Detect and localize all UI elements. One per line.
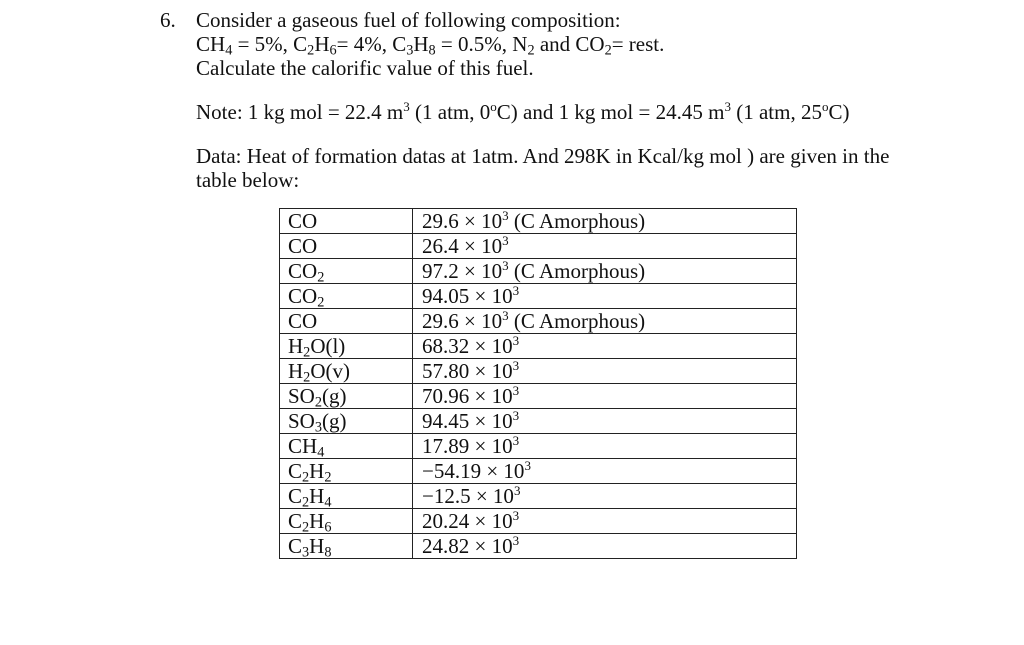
note-part: C) bbox=[828, 100, 850, 124]
value-text: 17.89 × 10 bbox=[422, 434, 513, 458]
value-text: −54.19 × 10 bbox=[422, 459, 525, 483]
species-cell bbox=[280, 259, 413, 284]
subscript: 2 bbox=[317, 294, 325, 311]
table-row bbox=[280, 459, 797, 484]
composition-text: and CO bbox=[534, 32, 605, 56]
species-cell bbox=[280, 459, 413, 484]
table-row bbox=[280, 234, 797, 259]
value-text: −12.5 × 10 bbox=[422, 484, 514, 508]
table-row bbox=[280, 284, 797, 309]
value-exponent: 3 bbox=[502, 233, 509, 249]
value-text: 97.2 × 10 bbox=[422, 259, 503, 283]
value-cell bbox=[413, 384, 797, 409]
species-cell bbox=[280, 234, 413, 259]
species-text: CO bbox=[288, 309, 318, 333]
value-cell bbox=[413, 259, 797, 284]
value-cell bbox=[413, 434, 797, 459]
subscript: 4 bbox=[317, 444, 325, 461]
species-text: (g) bbox=[322, 409, 347, 433]
table-row bbox=[280, 409, 797, 434]
value-cell bbox=[413, 334, 797, 359]
value-note: (C Amorphous) bbox=[508, 259, 646, 283]
species-cell bbox=[280, 359, 413, 384]
value-exponent: 3 bbox=[512, 333, 520, 349]
subscript: 2 bbox=[303, 369, 311, 386]
value-text: 24.82 × 10 bbox=[422, 534, 513, 558]
heat-of-formation-table bbox=[279, 208, 797, 559]
subscript: 2 bbox=[324, 469, 332, 486]
subscript: 2 bbox=[314, 394, 322, 411]
table-row bbox=[280, 384, 797, 409]
data-line-2: table below: bbox=[196, 168, 300, 192]
species-text: C bbox=[288, 509, 303, 533]
value-exponent: 3 bbox=[512, 408, 520, 424]
value-cell bbox=[413, 484, 797, 509]
value-cell bbox=[413, 409, 797, 434]
species-text: H bbox=[288, 334, 304, 358]
value-exponent: 3 bbox=[512, 383, 520, 399]
note-part: C) and 1 kg mol = 24.45 m bbox=[496, 100, 725, 124]
species-cell bbox=[280, 484, 413, 509]
subscript: 2 bbox=[302, 494, 310, 511]
species-cell bbox=[280, 434, 413, 459]
table-row bbox=[280, 209, 797, 234]
value-cell bbox=[413, 534, 797, 559]
subscript: 4 bbox=[225, 42, 233, 59]
value-exponent: 3 bbox=[513, 483, 521, 499]
species-text: H bbox=[309, 509, 325, 533]
species-cell bbox=[280, 534, 413, 559]
species-text: O(l) bbox=[310, 334, 346, 358]
note-line bbox=[196, 100, 996, 124]
note-degree: o bbox=[821, 99, 829, 115]
subscript: 2 bbox=[317, 269, 325, 286]
value-cell bbox=[413, 359, 797, 384]
note-exponent: 3 bbox=[724, 99, 731, 115]
subscript: 2 bbox=[303, 344, 311, 361]
value-cell bbox=[413, 459, 797, 484]
value-note: (C Amorphous) bbox=[508, 309, 646, 333]
subscript: 6 bbox=[329, 42, 337, 59]
species-cell bbox=[280, 334, 413, 359]
species-text: H bbox=[309, 484, 325, 508]
composition-text: = 5%, C bbox=[232, 32, 308, 56]
value-text: 94.05 × 10 bbox=[422, 284, 513, 308]
composition-text: = 4%, C bbox=[336, 32, 407, 56]
note-degree: o bbox=[490, 99, 497, 115]
subscript: 3 bbox=[302, 544, 310, 561]
composition-text: = 0.5%, N bbox=[435, 32, 528, 56]
species-text: H bbox=[309, 459, 325, 483]
value-exponent: 3 bbox=[502, 208, 509, 224]
composition-line bbox=[196, 32, 996, 59]
value-exponent: 3 bbox=[502, 308, 509, 324]
value-note: (C Amorphous) bbox=[508, 209, 646, 233]
value-text: 20.24 × 10 bbox=[422, 509, 513, 533]
composition-text: H bbox=[314, 32, 330, 56]
data-description bbox=[196, 144, 996, 192]
subscript: 2 bbox=[604, 42, 612, 59]
question-number: 6. bbox=[160, 8, 176, 32]
subscript: 3 bbox=[314, 419, 322, 436]
question-line-1: Consider a gaseous fuel of following composition: bbox=[196, 8, 621, 32]
subscript: 2 bbox=[307, 42, 315, 59]
value-text: 29.6 × 10 bbox=[422, 309, 503, 333]
subscript: 2 bbox=[302, 469, 310, 486]
species-text: SO bbox=[288, 384, 315, 408]
subscript: 6 bbox=[324, 519, 332, 536]
value-exponent: 3 bbox=[512, 283, 520, 299]
species-text: CO bbox=[288, 259, 318, 283]
subscript: 8 bbox=[324, 544, 332, 561]
table-row bbox=[280, 334, 797, 359]
value-exponent: 3 bbox=[512, 508, 520, 524]
table-row bbox=[280, 434, 797, 459]
note-part: (1 atm, 0 bbox=[409, 100, 491, 124]
species-text: H bbox=[288, 359, 304, 383]
value-text: 26.4 × 10 bbox=[422, 234, 503, 258]
note-exponent: 3 bbox=[403, 99, 410, 115]
note-part: Note: 1 kg mol = 22.4 m bbox=[196, 100, 404, 124]
species-text: C bbox=[288, 484, 303, 508]
question-line-3: Calculate the calorific value of this fuel. bbox=[196, 56, 534, 80]
value-text: 70.96 × 10 bbox=[422, 384, 513, 408]
table-row bbox=[280, 509, 797, 534]
value-exponent: 3 bbox=[512, 358, 520, 374]
species-cell bbox=[280, 209, 413, 234]
data-line-1: Data: Heat of formation datas at 1atm. And 298K in Kcal/kg mol ) are given in the bbox=[196, 144, 890, 168]
species-text: O(v) bbox=[310, 359, 350, 383]
species-text: CO bbox=[288, 209, 318, 233]
value-exponent: 3 bbox=[512, 533, 520, 549]
species-text: (g) bbox=[322, 384, 347, 408]
composition-text: = rest. bbox=[611, 32, 665, 56]
value-cell bbox=[413, 234, 797, 259]
species-cell bbox=[280, 309, 413, 334]
table-row bbox=[280, 259, 797, 284]
species-text: CO bbox=[288, 234, 318, 258]
subscript: 2 bbox=[527, 42, 535, 59]
species-cell bbox=[280, 409, 413, 434]
value-text: 29.6 × 10 bbox=[422, 209, 503, 233]
value-text: 57.80 × 10 bbox=[422, 359, 513, 383]
value-cell bbox=[413, 509, 797, 534]
table-row bbox=[280, 359, 797, 384]
value-cell bbox=[413, 284, 797, 309]
value-exponent: 3 bbox=[524, 458, 531, 474]
composition-text: CH bbox=[196, 32, 226, 56]
species-cell bbox=[280, 384, 413, 409]
subscript: 4 bbox=[324, 494, 332, 511]
question-text bbox=[196, 8, 996, 80]
value-cell bbox=[413, 209, 797, 234]
species-text: CH bbox=[288, 434, 318, 458]
species-text: C bbox=[288, 459, 303, 483]
table-row bbox=[280, 534, 797, 559]
subscript: 3 bbox=[406, 42, 414, 59]
value-exponent: 3 bbox=[502, 258, 509, 274]
species-text: C bbox=[288, 534, 303, 558]
species-text: H bbox=[309, 534, 325, 558]
value-exponent: 3 bbox=[512, 433, 520, 449]
value-text: 68.32 × 10 bbox=[422, 334, 513, 358]
table-row bbox=[280, 309, 797, 334]
species-text: SO bbox=[288, 409, 315, 433]
value-cell bbox=[413, 309, 797, 334]
note-part: (1 atm, 25 bbox=[730, 100, 822, 124]
species-cell bbox=[280, 509, 413, 534]
subscript: 8 bbox=[428, 42, 436, 59]
note-text bbox=[196, 100, 996, 124]
species-text: CO bbox=[288, 284, 318, 308]
composition-text: H bbox=[413, 32, 429, 56]
subscript: 2 bbox=[302, 519, 310, 536]
table-row bbox=[280, 484, 797, 509]
value-text: 94.45 × 10 bbox=[422, 409, 513, 433]
species-cell bbox=[280, 284, 413, 309]
